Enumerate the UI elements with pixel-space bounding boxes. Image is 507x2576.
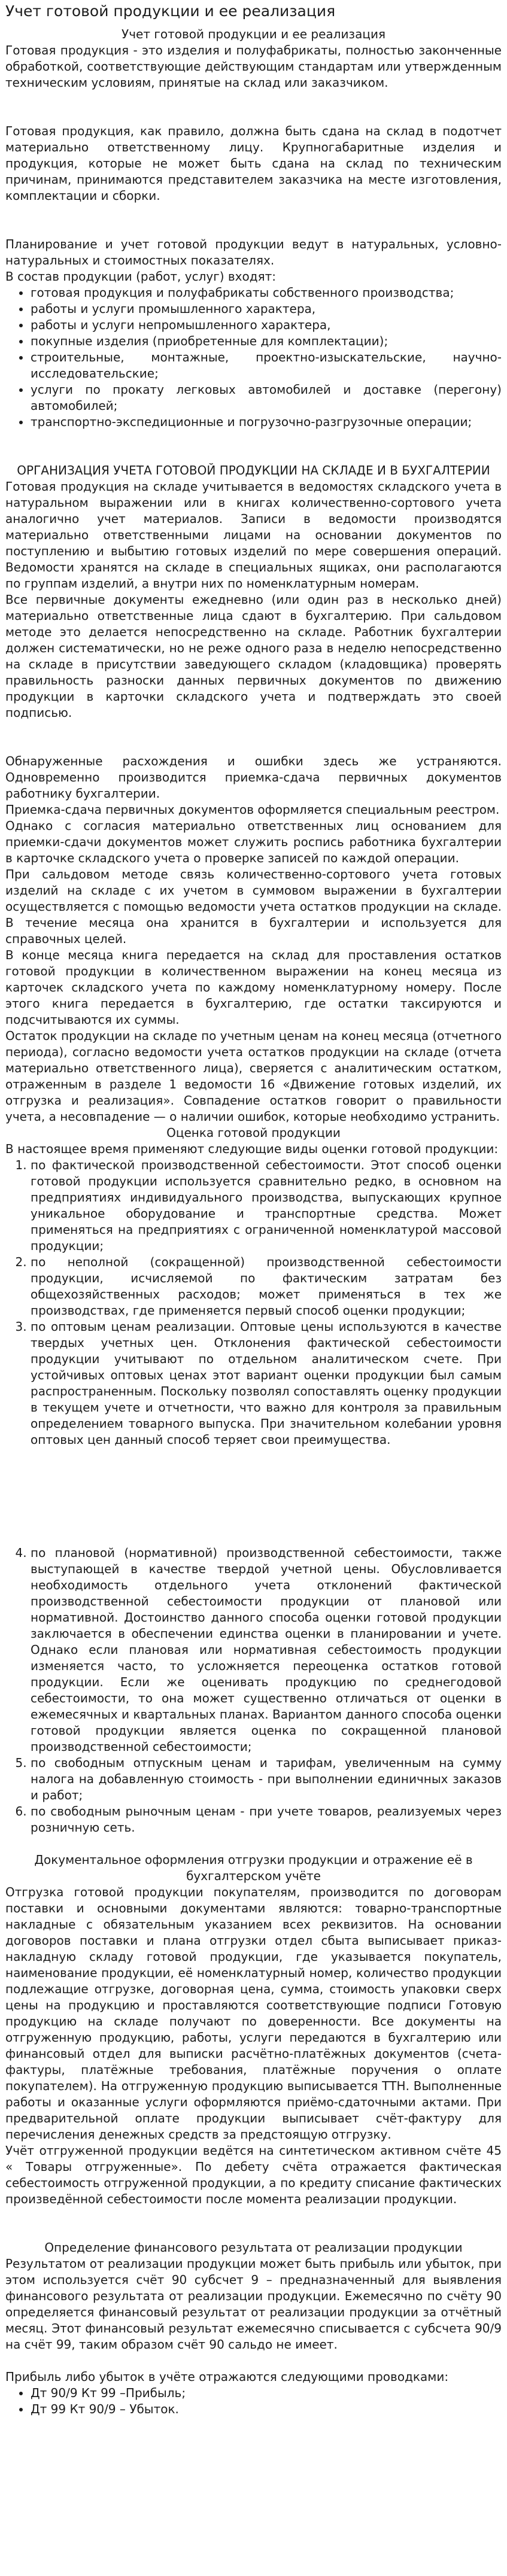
- list-item: 1. по фактической производственной себестоимости. Этот способ оценки готовой продукции используется сравнительно редко, в основном на предприятиях индивидуального производства, выпускающих крупное уникальное оборудование и транспортные средства. Может применяться на предприятиях с ограниченной номенклатурой массовой продукции;: [31, 1157, 502, 1254]
- financial-paragraph: Результатом от реализации продукции может быть прибыль или убыток, при этом используется счёт 90 субсчет 9 – предназначенный для выявления финансового результата от реализации продукции. Ежемесячно по счёту 90 определяется финансовый результат от реализации продукции за отчётный месяц. Этот финансовый результат ежемесячно списывается с субсчета 90/9 на счёт 99, таким образом счёт 90 сальдо не имеет.: [5, 2256, 502, 2352]
- organization-paragraph: Все первичные документы ежедневно (или один раз в несколько дней) материально ответственные лица сдают в бухгалтерию. При сальдовом методе это делается непосредственно на складе. Работник бухгалтерии должен систематически, но не реже одного раза в неделю непосредственно на складе в присутствии заведующего складом (кладовщика) проверять правильность разноски данных первичных документов по движению продукции в карточки складского учета и подтверждать это своей подписью.: [5, 592, 502, 720]
- section-title-organization: ОРГАНИЗАЦИЯ УЧЕТА ГОТОВОЙ ПРОДУКЦИИ НА СКЛАДЕ И В БУХГАЛТЕРИИ: [17, 463, 490, 478]
- spacer: [5, 1836, 502, 1852]
- spacer: [5, 2353, 502, 2369]
- list-item: • Дт 99 Кт 90/9 – Убыток.: [31, 2401, 502, 2417]
- financial-entries-heading: Прибыль либо убыток в учёте отражаются следующими проводками:: [5, 2370, 449, 2384]
- valuation-methods-list-continued: [5, 1545, 502, 1836]
- list-item: • готовая продукция и полуфабрикаты собственного производства;: [31, 285, 502, 301]
- document-subtitle: Учет готовой продукции и ее реализация: [122, 27, 385, 41]
- valuation-methods-list: [5, 1157, 502, 1448]
- list-item: 5. по свободным отпускным ценам и тарифам, увеличенным на сумму налога на добавленную стоимость - при выполнении единичных заказов и работ;: [31, 1755, 502, 1803]
- list-item: • услуги по прокату легковых автомобилей и доставке (перегону) автомобилей;: [31, 382, 502, 414]
- organization-paragraph: Однако с согласия материально ответственных лиц основанием для приемки-сдачи документов может служить роспись работника бухгалтерии в карточке складского учета о проверке записей по каждой операции.: [5, 819, 502, 865]
- list-item: 6. по свободным рыночным ценам - при учете товаров, реализуемых через розничную сеть.: [31, 1803, 502, 1836]
- list-item: 4. по плановой (нормативной) производственной себестоимости, также выступающей в качестве твердой учетной цены. Обусловливается необходимость отдельного учета отклонений фактической производственной себестоимости продукции от плановой или нормативной. Достоинство данного способа оценки готовой продукции заключается в обеспечении единства оценки в планировании и учете. Однако если плановая или нормативная себестоимость продукции изменяется часто, то усложняется переоценка остатков готовой продукции. Если же оценивать продукцию по среднегодовой себестоимости, то она может существенно отличаться от оценки в ежемесячных и квартальных планах. Вариантом данного способа оценки готовой продукции является оценка по сокращенной плановой производственной себестоимости;: [31, 1545, 502, 1755]
- spacer: [5, 91, 502, 123]
- accounting-entries-list: [5, 2385, 502, 2417]
- intro-paragraph-1: Готовая продукция - это изделия и полуфабрикаты, полностью законченные обработкой, соответствующие действующим стандартам или утвержденным техническим условиям, принятые на склад или заказчиком.: [5, 43, 502, 90]
- section-title-financial: Определение финансового результата от реализации продукции: [44, 2240, 463, 2255]
- organization-paragraph: Готовая продукция на складе учитывается в ведомостях складского учета в натуральном выражении или в книгах количественно-сортового учета аналогично учет материалов. Записи в ведомости производятся материально ответственными лицами на основании документов по поступлению и выбытию готовых изделий по мере совершения операций. Ведомости хранятся на складе в специальных ящиках, они располагаются по группам изделий, а внутри них по номенклатурным номерам.: [5, 479, 502, 591]
- valuation-intro: В настоящее время применяют следующие виды оценки готовой продукции:: [5, 1142, 499, 1156]
- organization-paragraph: Остаток продукции на складе по учетным ценам на конец месяца (отчетного периода), согласно ведомости учета остатков продукции на складе (отчета материально ответственного лица), сверяется с аналитическим остатком, отраженным в разделе 1 ведомости 16 «Движение готовых изделий, их отгрузка и реализация». Совпадение остатков говорит о правильности учета, а несовпадение — о наличии ошибок, которые необходимо устранить.: [5, 1029, 502, 1124]
- section-title-valuation: Оценка готовой продукции: [166, 1126, 341, 1140]
- organization-paragraph: Обнаруженные расхождения и ошибки здесь же устраняются. Одновременно производится приемка-сдача первичных документов работнику бухгалтерии.: [5, 754, 502, 801]
- composition-list: [5, 285, 502, 430]
- list-item: 3. по оптовым ценам реализации. Оптовые цены используются в качестве твердых учетных цен. Отклонения фактической себестоимости продукции учитывают по отдельном аналитическом счете. При устойчивых оптовых ценах этот вариант оценки продукции был самым распространенным. Поскольку позволял сопоставлять оценку продукции в текущем учете и отчетности, что важно для контроля за правильным определением товарного выпуска. При значительном колебании уровня оптовых цен данный способ теряет свои преимущества.: [31, 1319, 502, 1448]
- intro-paragraph-3: Планирование и учет готовой продукции ведут в натуральных, условно-натуральных и стоимостных показателях.: [5, 237, 502, 267]
- spacer: [5, 2207, 502, 2240]
- list-item: • покупные изделия (приобретенные для комплектации);: [31, 333, 502, 349]
- organization-paragraph: При сальдовом методе связь количественно-сортового учета готовых изделий на складе с их учетом в суммовом выражении в бухгалтерии осуществляется с помощью ведомости учета остатков продукции на складе. В течение месяца она хранится в бухгалтерии и используется для справочных целей.: [5, 867, 502, 946]
- intro-paragraph-2: Готовая продукция, как правило, должна быть сдана на склад в подотчет материально ответственному лицу. Крупногабаритные изделия и продукция, которые не может быть сдана на склад по техническим причинам, принимаются представителем заказчика на месте изготовления, комплектации и сборки.: [5, 124, 502, 203]
- spacer: [5, 721, 502, 753]
- document-page: [0, 2, 507, 2417]
- list-item: • транспортно-экспедиционные и погрузочно-разгрузочные операции;: [31, 414, 502, 430]
- shipment-paragraph: Учёт отгруженной продукции ведётся на синтетическом активном счёте 45 « Товары отгруженные». По дебету счёта отражается фактическая себестоимость отгруженной продукции, а по кредиту списание фактических произведённой себестоимости после момента реализации продукции.: [5, 2143, 502, 2206]
- list-item: 2. по неполной (сокращенной) производственной себестоимости продукции, исчисляемой по фактическим затратам без общехозяйственных расходов; может применяться в тех же производствах, где применяется первый способ оценки продукции;: [31, 1254, 502, 1319]
- list-item: • строительные, монтажные, проектно-изыскательские, научно-исследовательские;: [31, 349, 502, 382]
- spacer: [5, 430, 502, 463]
- list-item: • работы и услуги промышленного характера,: [31, 301, 502, 317]
- spacer: [5, 204, 502, 236]
- list-item: • Дт 90/9 Кт 99 –Прибыль;: [31, 2385, 502, 2401]
- spacer: [5, 1448, 502, 1545]
- section-title-shipment: Документальное оформления отгрузки продукции и отражение её в бухгалтерском учёте: [34, 1853, 473, 1883]
- page-title: Учет готовой продукции и ее реализация: [5, 2, 336, 20]
- organization-paragraph: В конце месяца книга передается на склад для проставления остатков готовой продукции в количественном выражении на конец месяца из карточек складского учета по каждому номенклатурному номеру. После этого книга передается в бухгалтерию, где остатки таксируются и подсчитываются их суммы.: [5, 948, 502, 1027]
- shipment-paragraph: Отгрузка готовой продукции покупателям, производится по договорам поставки и основными документами являются: товарно-транспортные накладные с обязательным указанием всех реквизитов. На основании договоров поставки и плана отгрузки отдел сбыта выписывает приказ-накладную складу готовой продукции, где указывается покупатель, наименование продукции, её номенклатурный номер, количество продукции подлежащие отгрузке, договорная цена, сумма, стоимость упаковки сверх цены на продукцию и проставляются соответствующие подписи Готовую продукцию на складе получают по доверенности. Все документы на отгруженную продукцию, работы, услуги передаются в бухгалтерию или финансовый отдел для выписки расчётно-платёжных документов (счета-фактуры, платёжные требования, платёжные поручения о оплате покупателем). На отгруженную продукцию выписывается ТТН. Выполненные работы и оказанные услуги оформляются приёмо-сдаточными актами. При предварительной оплате продукции выписывает счёт-фактуру для перечисления денежных средств за предстоящую отгрузку.: [5, 1885, 502, 2142]
- composition-heading: В состав продукции (работ, услуг) входят:: [5, 269, 276, 284]
- list-item: • работы и услуги непромышленного характера,: [31, 317, 502, 333]
- organization-paragraph: Приемка-сдача первичных документов оформляется специальным реестром.: [5, 802, 500, 817]
